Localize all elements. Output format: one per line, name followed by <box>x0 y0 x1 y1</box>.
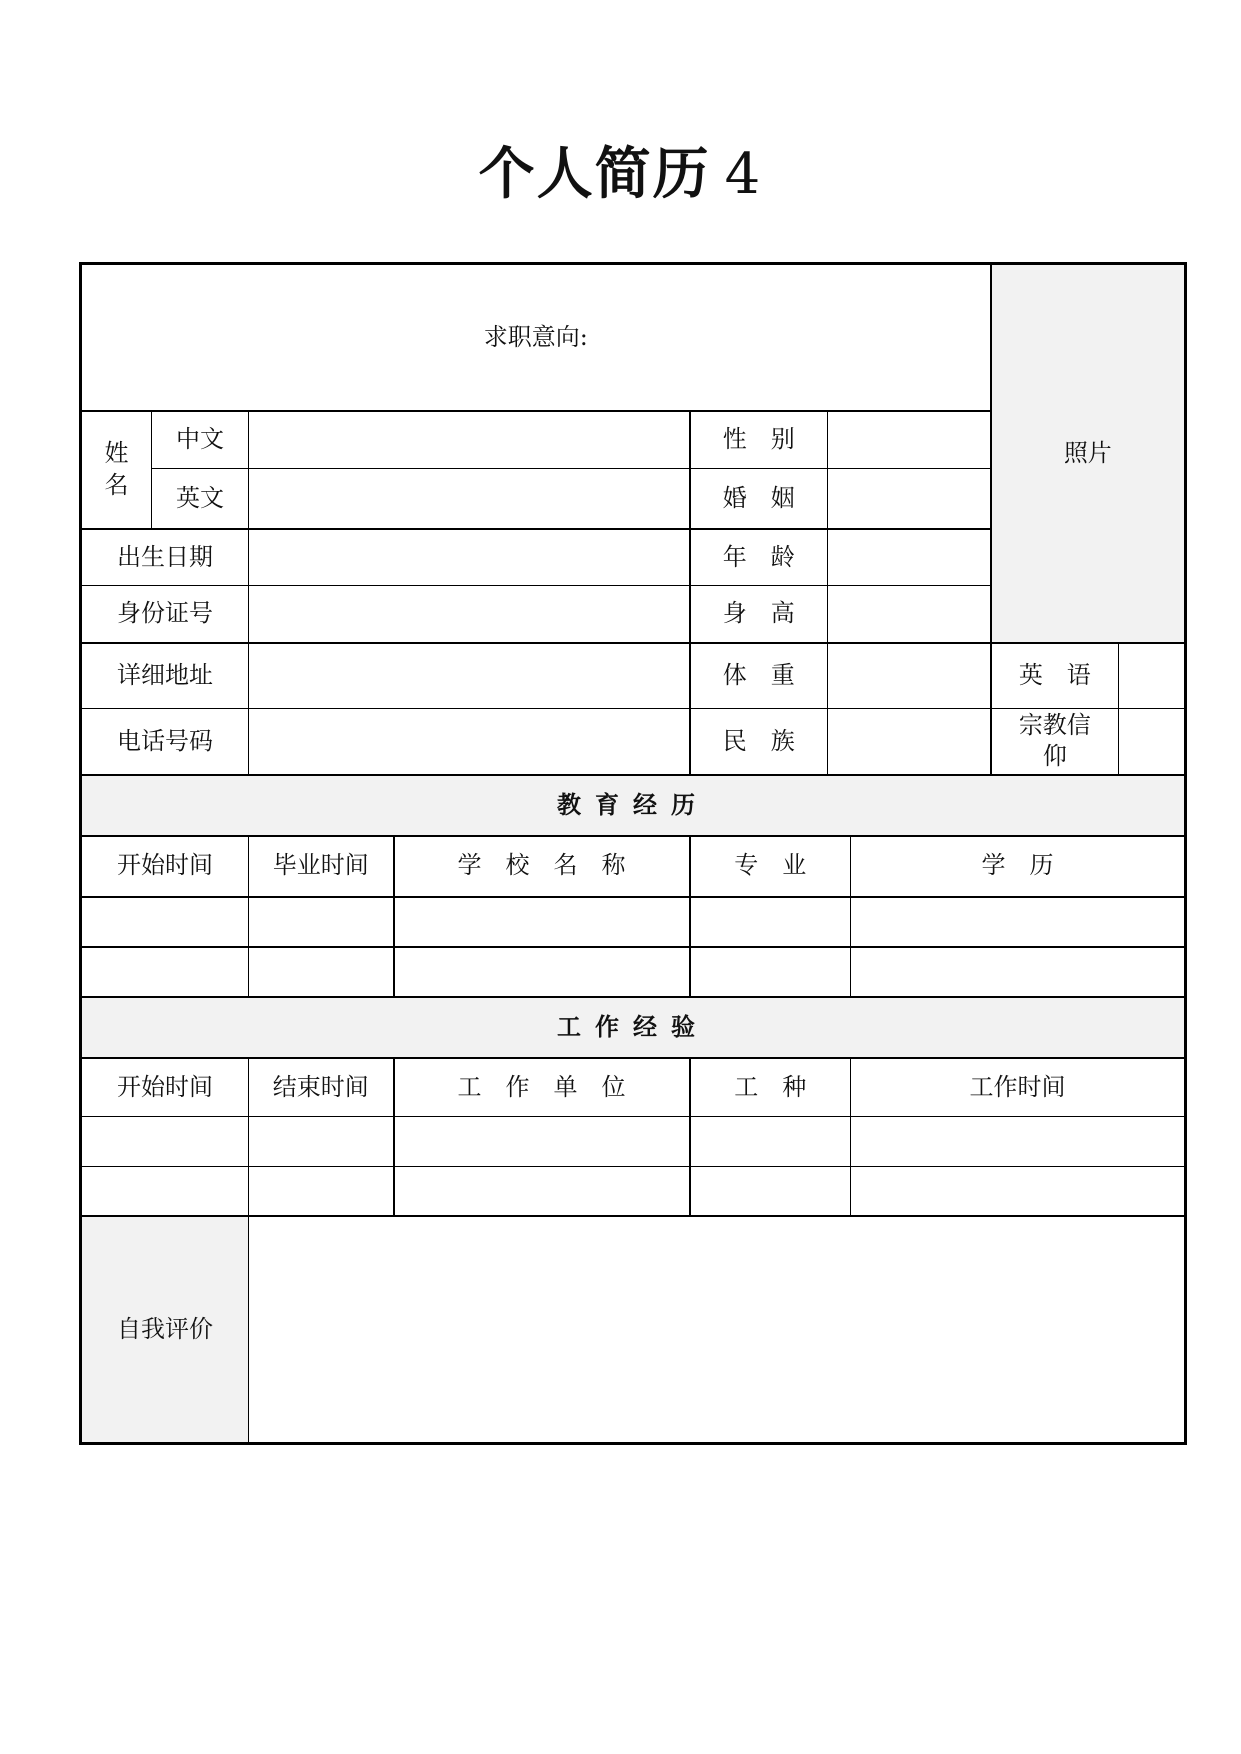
gender-label: 性 别 <box>690 411 828 469</box>
work-start-cell[interactable] <box>81 1167 249 1216</box>
title-text: 个人简历 <box>478 141 711 207</box>
edu-degree-cell[interactable] <box>851 947 1186 997</box>
work-col-company: 工 作 单 位 <box>394 1058 690 1117</box>
work-type-cell[interactable] <box>690 1167 851 1216</box>
edu-major-cell[interactable] <box>690 947 851 997</box>
address-input[interactable] <box>249 643 690 709</box>
work-duration-cell[interactable] <box>851 1167 1186 1216</box>
ethnic-label: 民 族 <box>690 709 828 775</box>
edu-col-major: 专 业 <box>690 836 851 897</box>
id-label: 身份证号 <box>81 586 249 643</box>
id-input[interactable] <box>249 586 690 643</box>
work-header: 工作经验 <box>81 997 1186 1058</box>
job-intent-field[interactable] <box>81 264 991 411</box>
edu-end-cell[interactable] <box>249 897 394 947</box>
religion-label-text: 宗教信仰 <box>1018 711 1091 771</box>
edu-major-cell[interactable] <box>690 897 851 947</box>
work-company-cell[interactable] <box>394 1117 690 1167</box>
edu-start-cell[interactable] <box>81 947 249 997</box>
work-end-cell[interactable] <box>249 1117 394 1167</box>
height-label: 身 高 <box>690 586 828 643</box>
edu-degree-cell[interactable] <box>851 897 1186 947</box>
birth-input[interactable] <box>249 529 690 586</box>
marital-input[interactable] <box>828 469 991 529</box>
ethnic-input[interactable] <box>828 709 991 775</box>
self-eval-input[interactable] <box>249 1216 1186 1444</box>
work-col-start: 开始时间 <box>81 1058 249 1117</box>
edu-col-degree: 学 历 <box>851 836 1186 897</box>
resume-table <box>79 262 1187 1445</box>
photo-area[interactable] <box>991 264 1186 643</box>
address-label: 详细地址 <box>81 643 249 709</box>
work-col-duration: 工作时间 <box>851 1058 1186 1117</box>
edu-end-cell[interactable] <box>249 947 394 997</box>
name-en-input[interactable] <box>249 469 690 529</box>
age-label: 年 龄 <box>690 529 828 586</box>
education-row <box>81 897 1186 947</box>
weight-input[interactable] <box>828 643 991 709</box>
job-intent-label: 求职意向: <box>483 322 588 351</box>
name-cn-label: 中文 <box>152 411 249 469</box>
english-input[interactable] <box>1119 643 1186 709</box>
edu-start-cell[interactable] <box>81 897 249 947</box>
gender-input[interactable] <box>828 411 991 469</box>
education-row <box>81 947 1186 997</box>
religion-label <box>991 709 1119 775</box>
birth-label: 出生日期 <box>81 529 249 586</box>
name-label <box>81 411 152 529</box>
marital-label: 婚 姻 <box>690 469 828 529</box>
work-col-type: 工 种 <box>690 1058 851 1117</box>
self-eval-label: 自我评价 <box>81 1216 249 1444</box>
page-title <box>0 130 1241 210</box>
weight-label: 体 重 <box>690 643 828 709</box>
work-row <box>81 1117 1186 1167</box>
work-duration-cell[interactable] <box>851 1117 1186 1167</box>
age-input[interactable] <box>828 529 991 586</box>
name-label-text: 姓名 <box>104 439 129 499</box>
name-en-label: 英文 <box>152 469 249 529</box>
phone-input[interactable] <box>249 709 690 775</box>
work-type-cell[interactable] <box>690 1117 851 1167</box>
work-row <box>81 1167 1186 1216</box>
work-end-cell[interactable] <box>249 1167 394 1216</box>
height-input[interactable] <box>828 586 991 643</box>
photo-label: 照片 <box>1063 438 1112 467</box>
work-company-cell[interactable] <box>394 1167 690 1216</box>
edu-school-cell[interactable] <box>394 897 690 947</box>
education-header: 教育经历 <box>81 775 1186 836</box>
religion-input[interactable] <box>1119 709 1186 775</box>
work-start-cell[interactable] <box>81 1117 249 1167</box>
edu-col-start: 开始时间 <box>81 836 249 897</box>
work-col-end: 结束时间 <box>249 1058 394 1117</box>
phone-label: 电话号码 <box>81 709 249 775</box>
name-cn-input[interactable] <box>249 411 690 469</box>
english-label: 英 语 <box>991 643 1119 709</box>
edu-col-end: 毕业时间 <box>249 836 394 897</box>
title-number: 4 <box>724 142 763 207</box>
edu-col-school: 学 校 名 称 <box>394 836 690 897</box>
edu-school-cell[interactable] <box>394 947 690 997</box>
